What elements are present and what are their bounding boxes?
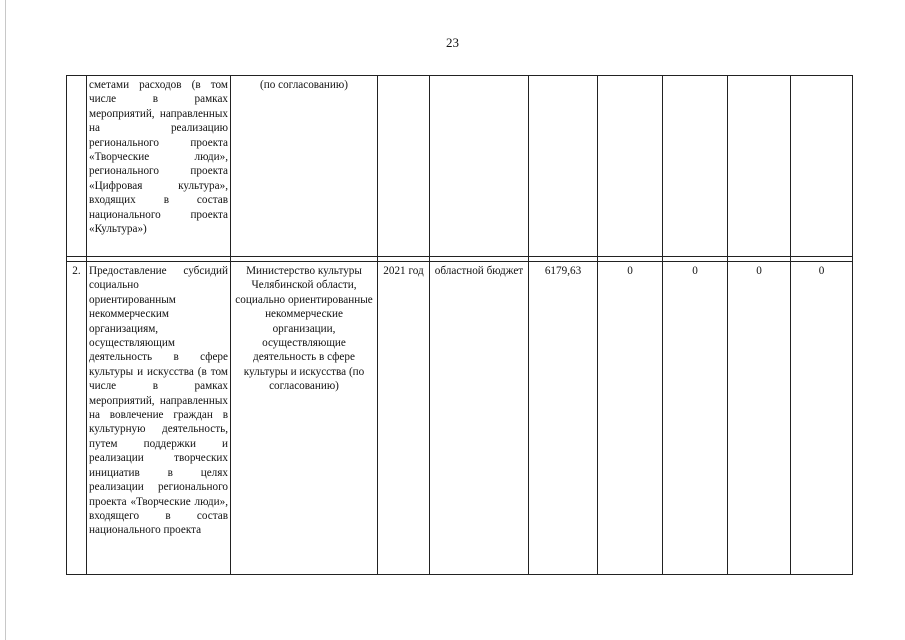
executor-cell: (по согласованию) <box>231 76 378 257</box>
budget-table <box>66 75 853 575</box>
table-row <box>67 262 853 575</box>
description-cell: сметами расходов (в том числе в рамках мероприятий, направленных на реализацию регионального проекта «Творческие люди», регионального проекта «Цифровая культура», входящих в состав национального проекта «Культура») <box>87 76 231 257</box>
row-number-cell: 2. <box>67 262 87 575</box>
binding-margin-line <box>5 0 6 640</box>
row-number-cell <box>67 76 87 257</box>
value-cell: 0 <box>791 262 853 575</box>
amount-cell <box>529 76 598 257</box>
value-cell: 0 <box>663 262 728 575</box>
description-cell: Предоставление субсидий социально ориентированным некоммерческим организациям, осуществляющим деятельность в сфере культуры и искусства (в том числе в рамках мероприятий, направленных на вовлечение граждан в культурную деятельность, путем поддержки и реализации творческих инициатив в целях реализации регионального проекта «Творческие люди», входящего в состав национального проекта <box>87 262 231 575</box>
page-number: 23 <box>446 35 459 50</box>
value-cell <box>728 76 791 257</box>
year-cell <box>378 76 430 257</box>
year-cell: 2021 год <box>378 262 430 575</box>
funding-source-cell <box>430 76 529 257</box>
funding-source-cell: областной бюджет <box>430 262 529 575</box>
executor-cell: Министерство культуры Челябинской области, социально ориентированные некоммерческие организации, осуществляющие деятельность в сфере культуры и искусства (по согласованию) <box>231 262 378 575</box>
value-cell: 0 <box>728 262 791 575</box>
value-cell: 0 <box>598 262 663 575</box>
value-cell <box>598 76 663 257</box>
table-row <box>67 76 853 257</box>
value-cell <box>791 76 853 257</box>
value-cell <box>663 76 728 257</box>
amount-cell: 6179,63 <box>529 262 598 575</box>
